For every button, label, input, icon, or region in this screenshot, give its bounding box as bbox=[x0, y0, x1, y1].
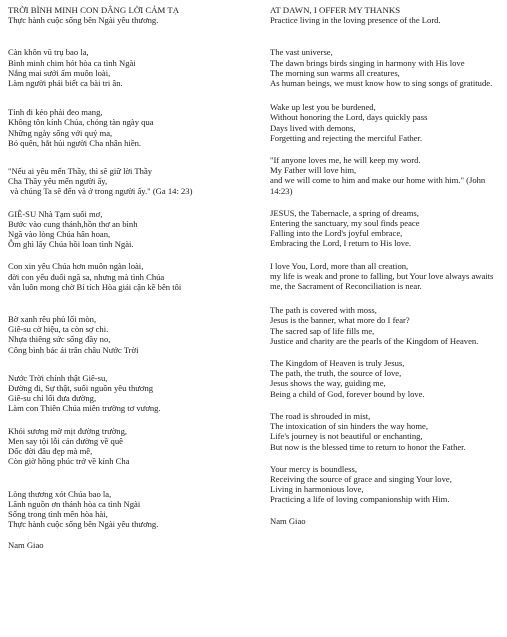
poem-line: The morning sun warms all creatures, bbox=[270, 67, 400, 78]
poem-line: Càn khôn vũ trụ bao la, bbox=[8, 47, 89, 58]
poem-line: Làm con Thiên Chúa miên trường tơ vương. bbox=[8, 403, 161, 414]
stanza bbox=[8, 209, 256, 250]
poem-line: Đường đi, Sự thật, suối nguồn yêu thương bbox=[8, 383, 154, 394]
poem-line: The path, the truth, the source of love, bbox=[270, 368, 402, 379]
stanza bbox=[8, 107, 256, 148]
stanza bbox=[8, 373, 256, 414]
signature-english: Nam Giao bbox=[270, 515, 306, 526]
poem-line: Cha Thầy yêu mến người ấy, bbox=[8, 176, 108, 187]
poem-line: I love You, Lord, more than all creation, bbox=[270, 260, 409, 271]
stanza-list-english bbox=[270, 47, 505, 504]
poem-line: Bước vào cung thánh,hồn thơ an bình bbox=[8, 218, 138, 229]
english-column bbox=[270, 5, 505, 526]
stanza bbox=[270, 261, 505, 292]
stanza bbox=[8, 489, 256, 530]
stanza bbox=[270, 208, 505, 249]
signature-vietnamese: Nam Giao bbox=[8, 540, 44, 551]
poem-line: Nắng mai sưởi ấm muôn loài, bbox=[8, 67, 111, 78]
poem-line: my life is weak and prone to falling, but Your love always awaits me, the Sacrament of Reconciliation is near. bbox=[270, 270, 494, 292]
poem-line: and we will come to him and make our home with him." (John 14:23) bbox=[270, 175, 486, 196]
stanza bbox=[8, 166, 256, 197]
stanza bbox=[270, 305, 505, 346]
poem-line: My Father will love him, bbox=[270, 165, 357, 176]
poem-line: Dốc đời đâu đẹp mà mê, bbox=[8, 446, 93, 457]
stanza bbox=[270, 47, 505, 88]
poem-line: vẫn luôn mong chờ Bí tích Hòa giải cận kề bên tôi bbox=[8, 281, 182, 292]
poem-line: Lãnh nguồn ơn thánh hòa ca tình Ngài bbox=[8, 498, 141, 509]
poem-line: Con xin yêu Chúa hơn muôn ngàn loài, bbox=[8, 261, 144, 272]
poem-line: Nhựa thiêng sức sống đầy no, bbox=[8, 334, 111, 345]
stanza bbox=[270, 411, 505, 452]
poem-line: và chúng Ta sẽ đến và ở trong người ấy." (Ga 14: 23) bbox=[8, 186, 193, 197]
poem-title-english: AT DAWN, I OFFER MY THANKS bbox=[270, 5, 401, 15]
poem-line: Tỉnh đi kẻo phải đeo mang, bbox=[8, 107, 103, 118]
poem-title-vietnamese: TRỜI BÌNH MINH CON DÂNG LỜI CẢM TẠ bbox=[8, 5, 180, 15]
stanza bbox=[270, 464, 505, 505]
poem-line: Không tôn kính Chúa, chóng tàn ngày qua bbox=[8, 117, 154, 128]
poem-line: Without honoring the Lord, days quickly pass bbox=[270, 112, 428, 123]
poem-line: Practicing a life of loving companionship with Him. bbox=[270, 494, 450, 505]
stanza bbox=[270, 358, 505, 399]
poem-line: The vast universe, bbox=[270, 47, 333, 58]
poem-line: Men say tội lỗi cản đường về quê bbox=[8, 435, 123, 446]
poem-line: Entering the sanctuary, my soul finds peace bbox=[270, 218, 420, 229]
poem-line: "If anyone loves me, he will keep my word. bbox=[270, 155, 421, 166]
poem-line: Falling into the Lord's joyful embrace, bbox=[270, 228, 403, 239]
poem-line: Ôm ghì lấy Chúa hồi loan tình Ngài. bbox=[8, 239, 134, 250]
poem-line: But now is the blessed time to return to honor the Father. bbox=[270, 441, 466, 452]
poem-line: Receiving the source of grace and singing Your love, bbox=[270, 473, 452, 484]
vietnamese-column bbox=[8, 5, 256, 551]
poem-line: Living in harmonious love, bbox=[270, 484, 364, 495]
poem-line: The intoxication of sin hinders the way home, bbox=[270, 421, 428, 432]
stanza bbox=[8, 426, 256, 467]
poem-line: The dawn brings birds singing in harmony with His love bbox=[270, 57, 465, 68]
poem-line: Nước Trời chính thật Giê-su, bbox=[8, 372, 108, 383]
stanza bbox=[8, 314, 256, 355]
stanza bbox=[270, 102, 505, 143]
poem-line: Justice and charity are the pearls of the Kingdom of Heaven. bbox=[270, 335, 479, 346]
stanza bbox=[8, 261, 256, 292]
poem-line: Những ngày sống với quỷ ma, bbox=[8, 127, 113, 138]
poem-line: Forgetting and rejecting the merciful Father. bbox=[270, 132, 423, 143]
stanza bbox=[270, 155, 505, 196]
poem-line: đời con yếu đuối ngã sa, nhưng mà tình Chúa bbox=[8, 271, 165, 282]
poem-line: Còn giờ hồng phúc trở về kính Cha bbox=[8, 456, 130, 467]
poem-line: Công bình bác ái trân châu Nước Trời bbox=[8, 344, 139, 355]
poem-subtitle-english: Practice living in the loving presence of the Lord. bbox=[270, 15, 441, 26]
poem-line: Ngã vào lòng Chúa hân hoan, bbox=[8, 229, 111, 240]
stanza bbox=[8, 47, 256, 88]
poem-line: Your mercy is boundless, bbox=[270, 463, 357, 474]
poem-line: Giê-su cờ hiệu, ta còn sợ chi. bbox=[8, 324, 109, 335]
poem-line: The Kingdom of Heaven is truly Jesus, bbox=[270, 358, 405, 369]
poem-line: Embracing the Lord, I return to His love. bbox=[270, 238, 412, 249]
poem-line: The sacred sap of life fills me, bbox=[270, 325, 375, 336]
poem-subtitle-vietnamese: Thực hành cuộc sống bên Ngài yêu thương. bbox=[8, 15, 159, 26]
poem-line: Khói sương mờ mịt đường trường, bbox=[8, 425, 128, 436]
poem-line: Sống trong tình mến hòa hài, bbox=[8, 508, 108, 519]
poem-line: GIÊ-SU Nhà Tạm suối mơ, bbox=[8, 208, 103, 219]
poem-line: The path is covered with moss, bbox=[270, 305, 377, 316]
poem-line: Days lived with demons, bbox=[270, 122, 356, 133]
poem-line: Being a child of God, forever bound by love. bbox=[270, 388, 425, 399]
poem-line: Giê-su chỉ lối đưa đường, bbox=[8, 393, 97, 404]
poem-line: Làm người phải biết ca bài tri ân. bbox=[8, 78, 123, 89]
poem-line: JESUS, the Tabernacle, a spring of dreams, bbox=[270, 207, 419, 218]
poem-line: Jesus shows the way, guiding me, bbox=[270, 378, 386, 389]
poem-line: Bình minh chim hót hòa ca tình Ngài bbox=[8, 57, 136, 68]
poem-line: Thực hành cuộc sống bên Ngài yêu thương. bbox=[8, 519, 159, 530]
poem-line: Wake up lest you be burdened, bbox=[270, 102, 376, 113]
poem-line: As human beings, we must know how to sing songs of gratitude. bbox=[270, 78, 493, 89]
poem-line: Lòng thương xót Chúa bao la, bbox=[8, 488, 112, 499]
poem-line: Bỏ quên, hắt hủi người Cha nhân hiền. bbox=[8, 137, 142, 148]
poem-line: Bờ xanh rêu phủ lối mòn, bbox=[8, 314, 97, 325]
poem-line: The road is shrouded in mist, bbox=[270, 410, 371, 421]
stanza-list-vietnamese bbox=[8, 47, 256, 529]
poem-line: Life's journey is not beautiful or enchanting, bbox=[270, 431, 423, 442]
poem-line: Jesus is the banner, what more do I fear? bbox=[270, 315, 410, 326]
poem-line: "Nếu ai yêu mến Thầy, thì sẽ giữ lời Thầy bbox=[8, 166, 153, 177]
